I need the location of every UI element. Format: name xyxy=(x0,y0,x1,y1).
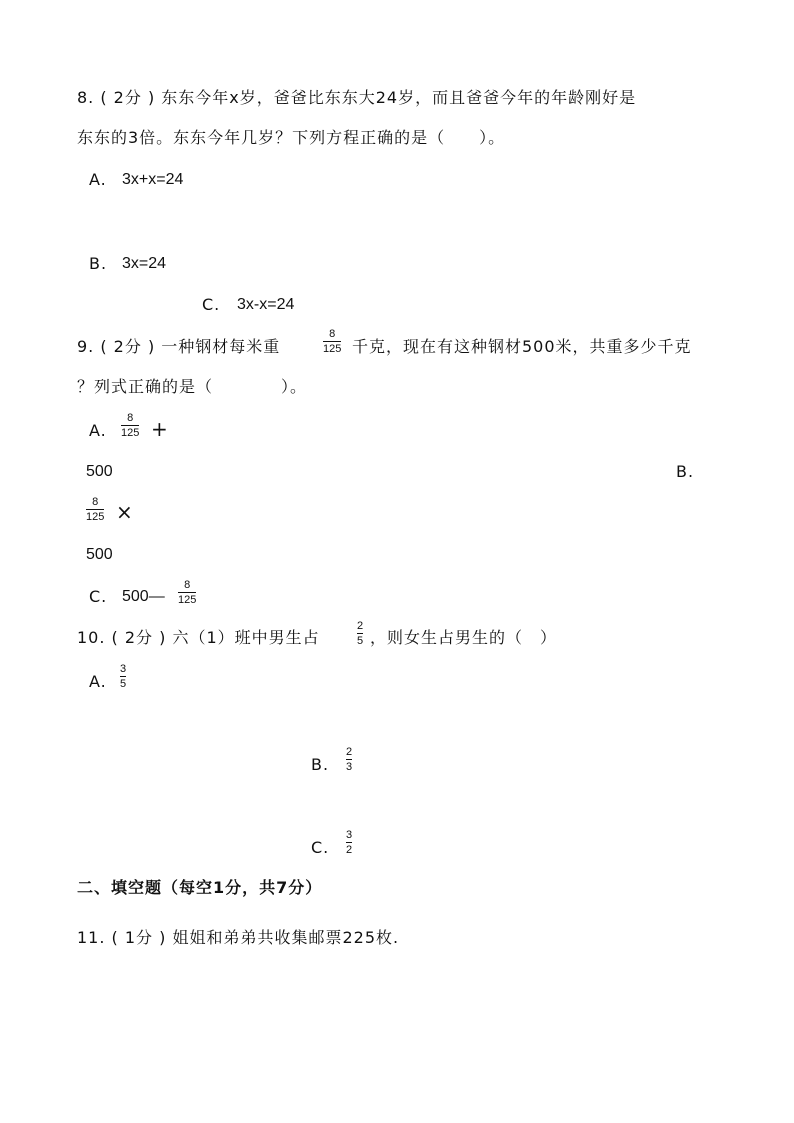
fraction-denominator: 2 xyxy=(346,844,353,856)
q10-option-c-label: C. xyxy=(311,838,330,857)
section-heading: 二、填空题（每空1分，共7分） xyxy=(77,878,323,897)
fraction-bar xyxy=(323,341,341,342)
fraction-numerator: 2 xyxy=(346,746,353,758)
q8-option-a-text: 3x+x=24 xyxy=(122,171,184,188)
fraction-bar xyxy=(346,759,352,760)
q10-stem-fraction xyxy=(357,620,363,647)
q9-stem-suffix: 千克，现在有这种钢材500米，共重多少千克 xyxy=(352,337,692,356)
fraction-numerator: 8 xyxy=(184,579,191,591)
fraction-denominator: 3 xyxy=(346,761,353,773)
fraction-denominator: 5 xyxy=(120,678,127,690)
fraction-bar xyxy=(121,425,139,426)
q8-stem-line1: 8. ( 2分 ) 东东今年x岁，爸爸比东东大24岁，而且爸爸今年的年龄刚好是 xyxy=(77,88,637,107)
fraction-bar xyxy=(86,509,104,510)
fraction-denominator: 125 xyxy=(86,511,105,523)
fraction-bar xyxy=(120,676,126,677)
fraction-denominator: 125 xyxy=(323,343,342,355)
q9-option-a-fraction xyxy=(121,412,139,439)
fraction-numerator: 2 xyxy=(357,620,364,632)
q9-option-b-label: B. xyxy=(676,462,695,481)
q10-stem-prefix: 10. ( 2分 ) 六（1）班中男生占 xyxy=(77,628,320,647)
fraction-numerator: 8 xyxy=(92,496,99,508)
fraction-numerator: 8 xyxy=(329,328,336,340)
q9-option-a-tail: 500 xyxy=(86,463,113,480)
q11-stem: 11. ( 1分 ) 姐姐和弟弟共收集邮票225枚. xyxy=(77,928,400,947)
q8-stem-line2: 东东的3倍。东东今年几岁？下列方程正确的是（ ）。 xyxy=(77,128,506,147)
fraction-bar xyxy=(178,592,196,593)
q9-option-b-tail: 500 xyxy=(86,546,113,563)
q9-stem-fraction xyxy=(323,328,341,355)
q8-option-b-text: 3x=24 xyxy=(122,255,167,272)
q9-stem-prefix: 9. ( 2分 ) 一种钢材每米重 xyxy=(77,337,281,356)
fraction-numerator: 3 xyxy=(120,663,127,675)
q10-stem-suffix: ，则女生占男生的（ ） xyxy=(370,628,558,647)
q10-option-c-fraction xyxy=(346,829,352,856)
fraction-denominator: 125 xyxy=(178,594,197,606)
q9-option-c-text: 500— xyxy=(122,588,165,605)
fraction-bar xyxy=(346,842,352,843)
q10-option-a-fraction xyxy=(120,663,126,690)
q8-option-c-label: C. xyxy=(202,295,221,314)
q8-option-a-label: A. xyxy=(89,170,107,189)
q8-option-c-text: 3x-x=24 xyxy=(237,296,295,313)
fraction-numerator: 3 xyxy=(346,829,353,841)
fraction-bar xyxy=(357,633,363,634)
q8-option-b-label: B. xyxy=(89,254,108,273)
fraction-denominator: 5 xyxy=(357,635,364,647)
q9-option-a-label: A. xyxy=(89,421,107,440)
fraction-denominator: 125 xyxy=(121,427,140,439)
q9-stem-line2: ？列式正确的是（ ）。 xyxy=(77,377,308,396)
q10-option-b-fraction xyxy=(346,746,352,773)
q10-option-a-label: A. xyxy=(89,672,107,691)
q9-option-c-label: C. xyxy=(89,587,108,606)
q10-option-b-label: B. xyxy=(311,755,330,774)
fraction-numerator: 8 xyxy=(127,412,134,424)
q9-option-c-fraction xyxy=(178,579,196,606)
multiply-operator: × xyxy=(116,500,134,524)
q9-option-b-fraction xyxy=(86,496,104,523)
plus-operator: + xyxy=(151,417,169,441)
